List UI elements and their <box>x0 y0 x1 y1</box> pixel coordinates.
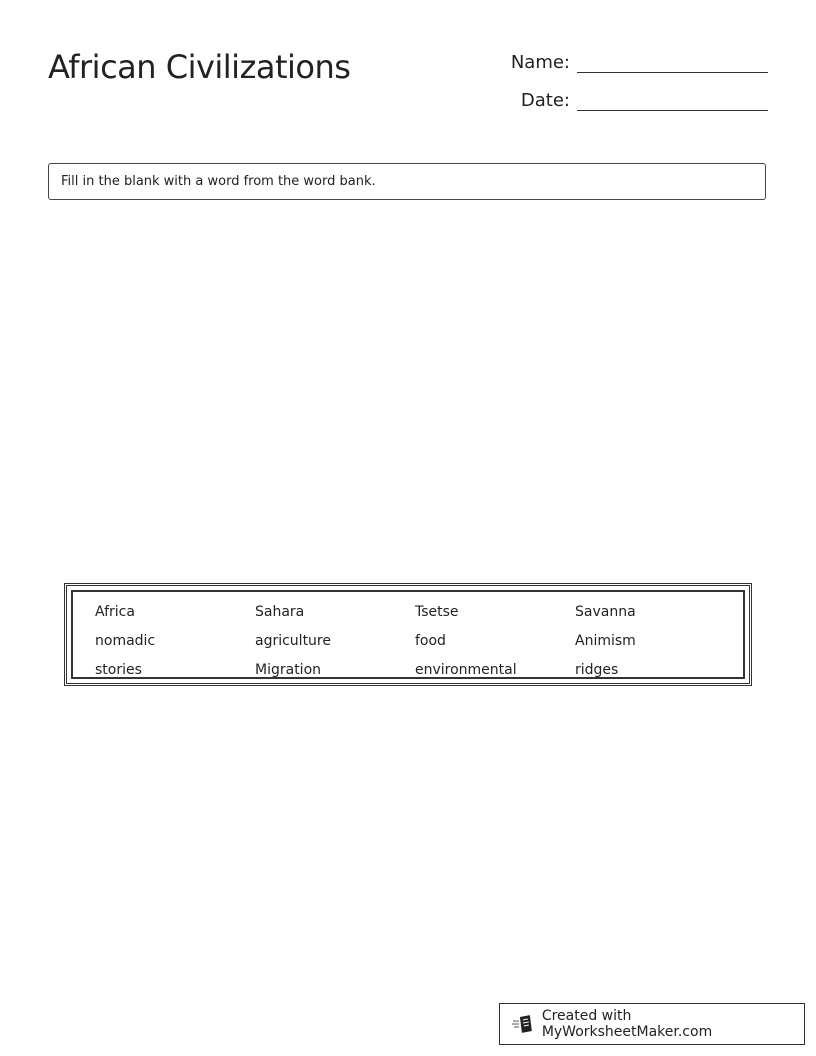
word-bank-item: food <box>415 633 446 649</box>
word-bank-item: Tsetse <box>415 604 459 620</box>
footer-text: Created with MyWorksheetMaker.com <box>541 1008 713 1040</box>
instructions-box: Fill in the blank with a word from the word bank. <box>48 163 766 200</box>
worksheet-logo-icon <box>512 1014 534 1034</box>
name-field <box>511 52 768 73</box>
word-bank-item: Savanna <box>575 604 636 620</box>
footer-badge <box>499 1003 805 1045</box>
name-label: Name: <box>510 52 570 73</box>
word-bank-item: Sahara <box>255 604 305 620</box>
word-bank-item: ridges <box>575 662 619 678</box>
date-label: Date: <box>520 90 570 111</box>
word-bank-item: nomadic <box>95 633 156 649</box>
date-blank-line <box>577 90 768 111</box>
name-blank-line <box>577 52 768 73</box>
page-title: African Civilizations <box>48 48 351 86</box>
word-bank-item: Animism <box>575 633 636 649</box>
word-bank <box>64 583 752 686</box>
word-bank-item: stories <box>95 662 142 678</box>
word-bank-item: agriculture <box>255 633 331 649</box>
date-field <box>521 90 768 111</box>
word-bank-item: environmental <box>415 662 517 678</box>
word-bank-item: Migration <box>255 662 322 678</box>
word-bank-item: Africa <box>95 604 135 620</box>
